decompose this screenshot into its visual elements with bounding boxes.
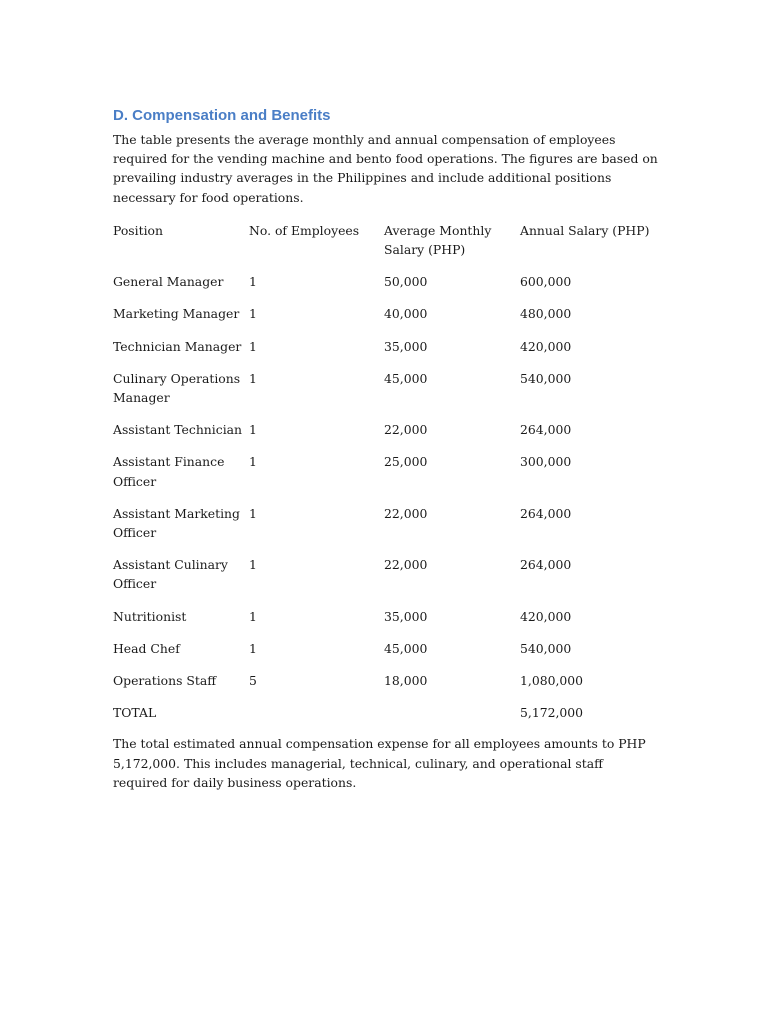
cell-employees: 1 <box>249 640 257 656</box>
header-annual-salary: Annual Salary (PHP) <box>520 222 650 238</box>
cell-monthly: 45,000 <box>384 640 428 656</box>
cell-position: Head Chef <box>113 640 180 656</box>
cell-annual: 300,000 <box>520 454 572 470</box>
cell-employees: 5 <box>249 673 257 689</box>
table-row <box>113 671 658 703</box>
table-header-row <box>113 221 658 272</box>
table-row <box>113 369 658 420</box>
intro-paragraph: The table presents the average monthly and annual compensation of employees required for the vending machine and bento food operations. The figures are based on prevailing industry averages in the Philippines and include additional positions necessary for food operations. <box>113 132 658 205</box>
cell-position: Culinary Operations Manager <box>113 370 241 406</box>
cell-annual: 540,000 <box>520 640 572 656</box>
header-average-monthly-salary: Average Monthly Salary (PHP) <box>384 222 492 258</box>
cell-monthly: 40,000 <box>384 306 428 322</box>
cell-monthly: 18,000 <box>384 673 428 689</box>
cell-annual: 480,000 <box>520 306 572 322</box>
compensation-table <box>113 221 658 736</box>
table-total-row <box>113 703 658 735</box>
table-row <box>113 304 658 336</box>
cell-monthly: 25,000 <box>384 454 428 470</box>
cell-employees <box>249 703 384 735</box>
table-row <box>113 555 658 606</box>
cell-annual: 420,000 <box>520 338 572 354</box>
cell-annual: 540,000 <box>520 370 572 386</box>
cell-monthly: 45,000 <box>384 370 428 386</box>
cell-monthly <box>384 703 520 735</box>
header-position: Position <box>113 222 163 238</box>
cell-monthly: 35,000 <box>384 608 428 624</box>
cell-position: Operations Staff <box>113 673 217 689</box>
cell-employees: 1 <box>249 370 257 386</box>
cell-annual: 600,000 <box>520 274 572 290</box>
section-heading: D. Compensation and Benefits <box>113 107 331 124</box>
cell-position: Assistant Finance Officer <box>113 454 225 489</box>
cell-monthly: 50,000 <box>384 274 428 290</box>
cell-position: Nutritionist <box>113 608 187 624</box>
cell-total-annual: 5,172,000 <box>520 705 584 721</box>
cell-employees: 1 <box>249 557 257 573</box>
cell-total-label: TOTAL <box>113 705 157 721</box>
cell-employees: 1 <box>249 608 257 624</box>
cell-monthly: 22,000 <box>384 557 428 573</box>
cell-annual: 264,000 <box>520 422 572 438</box>
cell-employees: 1 <box>249 454 257 470</box>
closing-paragraph: The total estimated annual compensation expense for all employees amounts to PHP 5,172,000. This includes managerial, technical, culinary, and operational staff required for daily business operations. <box>113 736 646 790</box>
table-row <box>113 337 658 369</box>
cell-monthly: 22,000 <box>384 505 428 521</box>
table-row <box>113 639 658 671</box>
cell-monthly: 35,000 <box>384 338 428 354</box>
cell-position: General Manager <box>113 274 224 290</box>
cell-position: Assistant Culinary Officer <box>113 557 228 592</box>
cell-annual: 264,000 <box>520 505 572 521</box>
table-row <box>113 452 658 503</box>
cell-position: Marketing Manager <box>113 306 240 322</box>
cell-position: Technician Manager <box>113 338 242 354</box>
document-page <box>113 106 658 792</box>
cell-employees: 1 <box>249 338 257 354</box>
table-row <box>113 607 658 639</box>
cell-annual: 1,080,000 <box>520 673 584 689</box>
cell-annual: 264,000 <box>520 557 572 573</box>
cell-monthly: 22,000 <box>384 422 428 438</box>
table-row <box>113 272 658 304</box>
cell-employees: 1 <box>249 274 257 290</box>
cell-position: Assistant Marketing Officer <box>113 505 240 541</box>
cell-employees: 1 <box>249 505 257 521</box>
cell-employees: 1 <box>249 306 257 322</box>
table-row <box>113 420 658 452</box>
cell-annual: 420,000 <box>520 608 572 624</box>
header-no-of-employees: No. of Employees <box>249 222 360 238</box>
table-row <box>113 504 658 555</box>
cell-employees: 1 <box>249 422 257 438</box>
cell-position: Assistant Technician <box>113 422 243 438</box>
